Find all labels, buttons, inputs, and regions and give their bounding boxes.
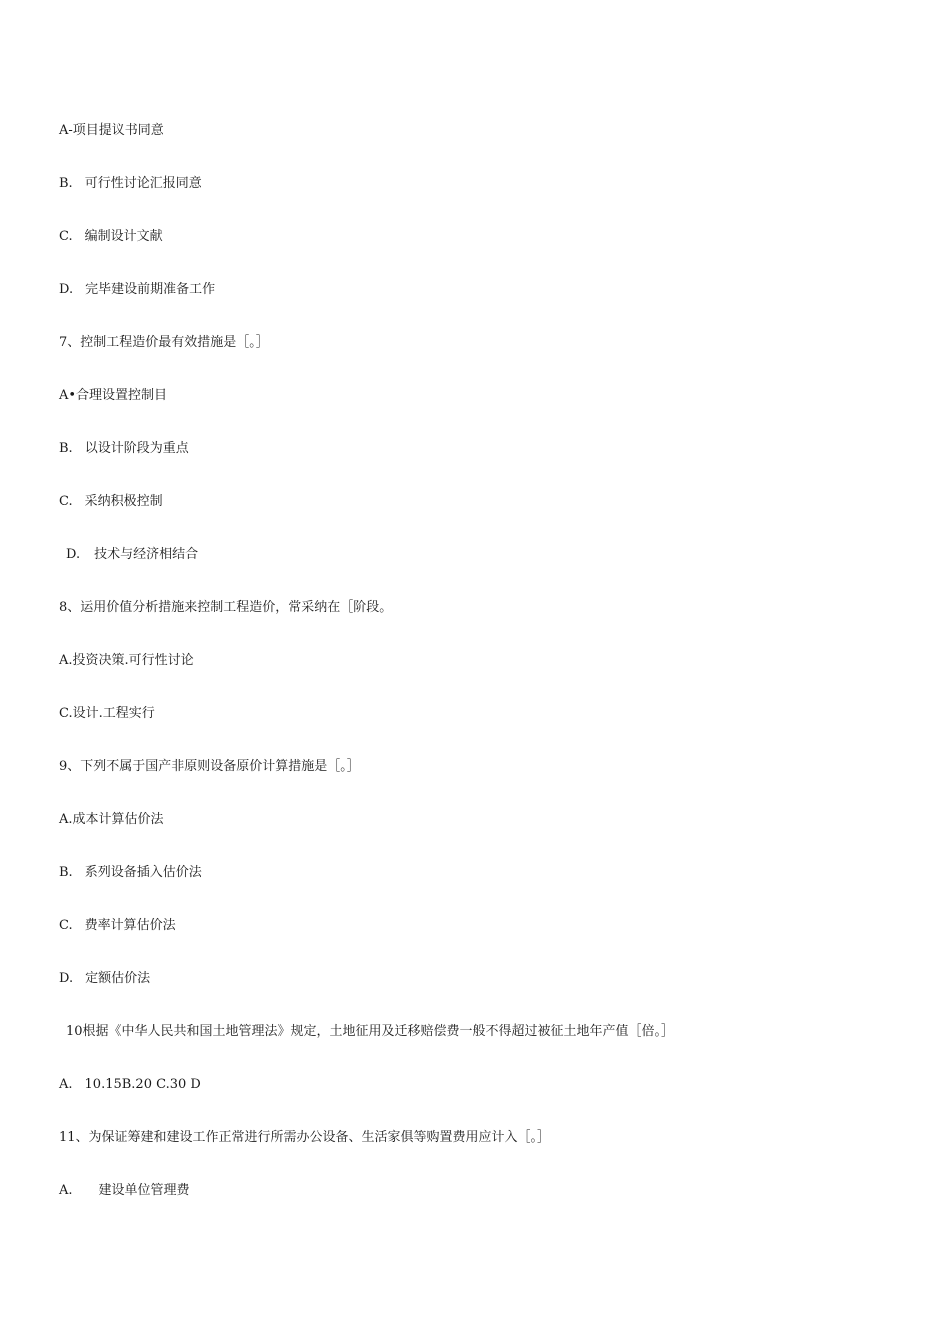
- option-letter: A.: [59, 1077, 73, 1092]
- question-text: 11、为保证筹建和建设工作正常进行所需办公设备、生活家俱等购置费用应计入［。］: [59, 1130, 551, 1145]
- option-text: 定额估价法: [85, 971, 151, 986]
- option-6d: [59, 281, 215, 299]
- question-8: [59, 599, 392, 617]
- option-text: 完毕建设前期准备工作: [85, 282, 216, 297]
- option-9a: [59, 811, 164, 829]
- option-text: 费率计算估价法: [84, 918, 176, 933]
- question-text: 8、运用价值分析措施来控制工程造价，常采纳在［阶段。: [59, 600, 393, 615]
- option-7c: [59, 493, 163, 511]
- option-text: 10.15B.20 C.30 D: [84, 1077, 201, 1092]
- option-letter: B.: [59, 441, 73, 456]
- option-text: 技术与经济相结合: [94, 547, 199, 562]
- option-text: A.投资决策.可行性讨论: [59, 653, 194, 668]
- option-text: A-项目提议书同意: [59, 123, 164, 138]
- question-text: 10根据《中华人民共和国土地管理法》规定，土地征用及迁移赔偿费一般不得超过被征土地年产值［倍。］: [66, 1024, 675, 1039]
- option-7b: [59, 440, 189, 458]
- option-letter: D.: [66, 547, 81, 562]
- option-text: 采纳积极控制: [84, 494, 163, 509]
- option-7a: [59, 387, 167, 405]
- option-9d: [59, 970, 150, 988]
- option-6c: [59, 228, 163, 246]
- option-letter: B.: [59, 176, 73, 191]
- option-7d: [66, 546, 198, 564]
- option-8a: [59, 652, 194, 670]
- option-text: A.成本计算估价法: [59, 812, 164, 827]
- option-letter: D.: [59, 971, 74, 986]
- question-9: [59, 758, 360, 776]
- question-text: 7、控制工程造价最有效措施是［。］: [59, 335, 269, 350]
- option-6b: [59, 175, 202, 193]
- option-text: 编制设计文献: [84, 229, 163, 244]
- option-text: A•合理设置控制目: [59, 388, 168, 403]
- option-text: 系列设备插入估价法: [84, 865, 202, 880]
- option-8c: [59, 705, 155, 723]
- options-10: [59, 1076, 201, 1094]
- option-9c: [59, 917, 176, 935]
- question-7: [59, 334, 269, 352]
- question-10: [66, 1023, 674, 1041]
- option-letter: B.: [59, 865, 73, 880]
- option-letter: C.: [59, 494, 73, 509]
- option-text: 以设计阶段为重点: [84, 441, 189, 456]
- option-text: 建设单位管理费: [98, 1183, 190, 1198]
- question-text: 9、下列不属于国产非原则设备原价计算措施是［。］: [59, 759, 360, 774]
- option-9b: [59, 864, 202, 882]
- option-letter: C.: [59, 918, 73, 933]
- option-text: 可行性讨论汇报同意: [84, 176, 202, 191]
- question-11: [59, 1129, 550, 1147]
- option-11a: [59, 1182, 190, 1200]
- option-letter: D.: [59, 282, 74, 297]
- option-letter: C.: [59, 229, 73, 244]
- option-text: C.设计.工程实行: [59, 706, 155, 721]
- option-letter: A.: [59, 1183, 73, 1198]
- option-6a: [59, 122, 164, 140]
